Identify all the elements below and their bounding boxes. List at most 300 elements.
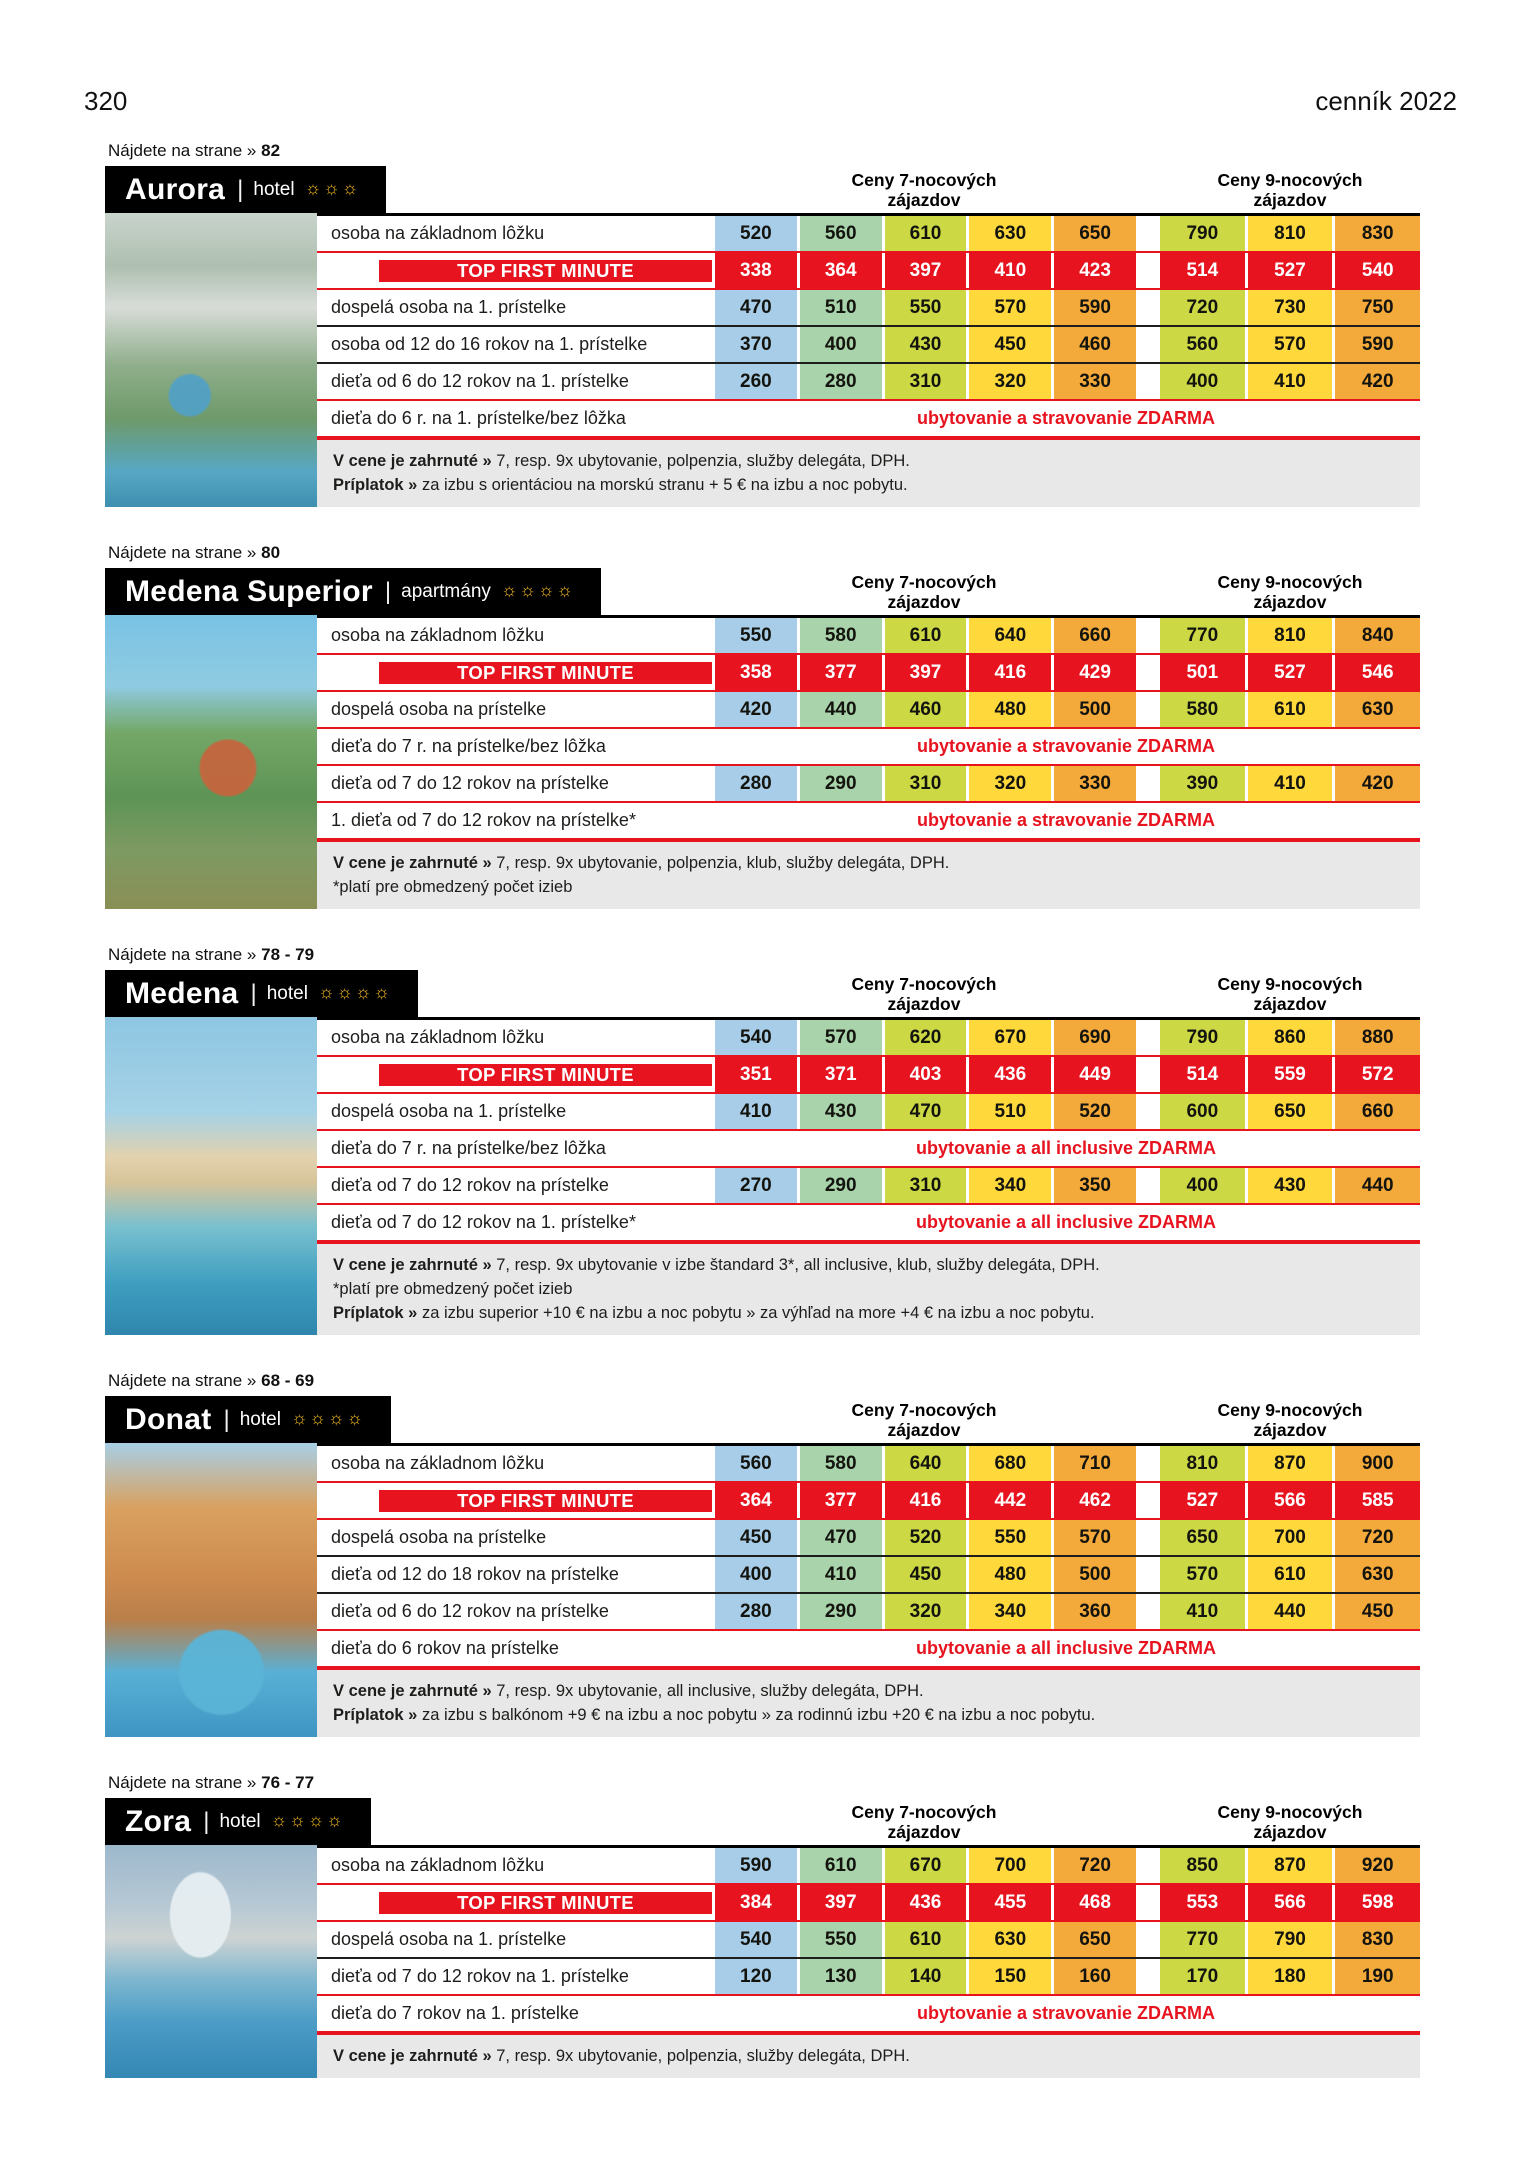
price-cell: 400 bbox=[1160, 364, 1245, 399]
find-on-page-number: 68 - 69 bbox=[261, 1371, 315, 1390]
hotel-price-block bbox=[105, 1371, 1420, 1737]
hotel-category: hotel bbox=[266, 982, 308, 1004]
price-cell: 610 bbox=[797, 1848, 882, 1883]
top-first-minute-label-area bbox=[317, 655, 712, 690]
price-cell: 480 bbox=[966, 1557, 1051, 1592]
price-cell: 610 bbox=[882, 618, 967, 653]
column-group-gap bbox=[1136, 1557, 1160, 1592]
price-cell: 450 bbox=[712, 1520, 797, 1555]
included-in-price-footer bbox=[317, 2035, 1420, 2078]
price-cell: 480 bbox=[966, 692, 1051, 727]
price-cell: 290 bbox=[797, 1168, 882, 1203]
sun-icons: ☼☼☼☼ bbox=[290, 1407, 365, 1428]
included-in-price-footer bbox=[317, 440, 1420, 507]
price-cell: 430 bbox=[882, 327, 967, 362]
row-label: dospelá osoba na 1. prístelke bbox=[331, 1101, 567, 1121]
price-cell: 280 bbox=[797, 364, 882, 399]
price-row bbox=[317, 1168, 1420, 1203]
row-label: dospelá osoba na 1. prístelke bbox=[331, 297, 567, 317]
price-cells-7-nights bbox=[712, 1483, 1136, 1518]
price-cells-7-nights bbox=[712, 1020, 1136, 1055]
price-cell: 410 bbox=[797, 1557, 882, 1592]
price-cells-7-nights bbox=[712, 1168, 1136, 1203]
row-label: dieťa od 6 do 12 rokov na 1. prístelke bbox=[331, 371, 629, 391]
footer-line bbox=[333, 1703, 1404, 1727]
column-group-gap bbox=[1136, 1885, 1160, 1920]
row-label: osoba na základnom lôžku bbox=[331, 1027, 545, 1047]
price-cell: 520 bbox=[882, 1520, 967, 1555]
find-on-page-label: Nájdete na strane » bbox=[108, 1773, 262, 1792]
price-header-9-nights bbox=[1160, 1400, 1420, 1440]
find-on-page-label: Nájdete na strane » bbox=[108, 543, 262, 562]
price-cell: 340 bbox=[966, 1594, 1051, 1629]
price-cell: 423 bbox=[1051, 253, 1136, 288]
hotel-category: apartmány bbox=[401, 580, 491, 602]
price-row bbox=[317, 618, 1420, 653]
price-row bbox=[317, 655, 1420, 690]
row-label: dospelá osoba na 1. prístelke bbox=[331, 1929, 567, 1949]
price-cell: 790 bbox=[1160, 216, 1245, 251]
price-cell: 450 bbox=[882, 1557, 967, 1592]
price-cell: 320 bbox=[966, 766, 1051, 801]
price-cell: 570 bbox=[966, 290, 1051, 325]
footer-line-bold-label: V cene je zahrnuté » bbox=[333, 1682, 497, 1700]
price-cell: 566 bbox=[1245, 1885, 1333, 1920]
price-cells-9-nights bbox=[1160, 1922, 1420, 1957]
sun-icons: ☼☼☼☼ bbox=[500, 579, 575, 600]
price-header-9-line2: zájazdov bbox=[1253, 1420, 1327, 1440]
price-cell: 770 bbox=[1160, 618, 1245, 653]
column-group-gap bbox=[1136, 1848, 1160, 1883]
price-cell: 416 bbox=[882, 1483, 967, 1518]
price-cell: 700 bbox=[1245, 1520, 1333, 1555]
price-cell: 580 bbox=[797, 1446, 882, 1481]
price-cell: 377 bbox=[797, 1483, 882, 1518]
block-header-row bbox=[105, 568, 1420, 615]
price-cell: 270 bbox=[712, 1168, 797, 1203]
price-cell: 410 bbox=[1160, 1594, 1245, 1629]
name-separator: | bbox=[223, 1405, 230, 1433]
price-header-7-line1: Ceny 7-nocových bbox=[851, 572, 997, 592]
row-label: dieťa do 7 r. na prístelke/bez lôžka bbox=[331, 736, 606, 756]
price-cell: 397 bbox=[882, 253, 967, 288]
price-cell: 527 bbox=[1245, 253, 1333, 288]
price-cell: 572 bbox=[1332, 1057, 1420, 1092]
hotel-name-bar bbox=[105, 568, 601, 615]
find-on-page-line bbox=[108, 1773, 1420, 1793]
footer-line bbox=[333, 875, 1404, 899]
price-header-9-line1: Ceny 9-nocových bbox=[1217, 170, 1363, 190]
price-cell: 384 bbox=[712, 1885, 797, 1920]
price-cells-9-nights bbox=[1160, 1959, 1420, 1994]
price-cell: 560 bbox=[1160, 327, 1245, 362]
footer-line bbox=[333, 851, 1404, 875]
price-cell: 566 bbox=[1245, 1483, 1333, 1518]
price-cell: 510 bbox=[797, 290, 882, 325]
price-cell: 468 bbox=[1051, 1885, 1136, 1920]
price-cell: 420 bbox=[712, 692, 797, 727]
price-cells-9-nights bbox=[1160, 327, 1420, 362]
row-label: dieťa do 7 r. na prístelke/bez lôžka bbox=[331, 1138, 606, 1158]
price-cell: 470 bbox=[712, 290, 797, 325]
price-cell: 720 bbox=[1332, 1520, 1420, 1555]
free-accommodation-text: ubytovanie a all inclusive ZDARMA bbox=[915, 1638, 1217, 1658]
price-cell: 280 bbox=[712, 766, 797, 801]
block-header-row bbox=[105, 1798, 1420, 1845]
price-cell: 770 bbox=[1160, 1922, 1245, 1957]
find-on-page-number: 80 bbox=[261, 543, 281, 562]
price-header-7-line2: zájazdov bbox=[887, 592, 961, 612]
price-cell: 527 bbox=[1160, 1483, 1245, 1518]
price-cell: 720 bbox=[1051, 1848, 1136, 1883]
price-row bbox=[317, 1885, 1420, 1920]
hotel-name-bar bbox=[105, 166, 386, 213]
block-header-row bbox=[105, 166, 1420, 213]
price-cells-9-nights bbox=[1160, 290, 1420, 325]
price-cell: 150 bbox=[966, 1959, 1051, 1994]
price-cell: 390 bbox=[1160, 766, 1245, 801]
price-cell: 449 bbox=[1051, 1057, 1136, 1092]
price-cells-7-nights bbox=[712, 1848, 1136, 1883]
free-accommodation-text: ubytovanie a all inclusive ZDARMA bbox=[915, 1212, 1217, 1232]
top-first-minute-label: TOP FIRST MINUTE bbox=[379, 1064, 712, 1086]
price-row bbox=[317, 327, 1420, 362]
sun-icons: ☼☼☼ bbox=[304, 177, 361, 198]
row-label: dieťa do 7 rokov na 1. prístelke bbox=[331, 2003, 579, 2023]
price-cell: 810 bbox=[1160, 1446, 1245, 1481]
price-row bbox=[317, 401, 1420, 436]
name-separator: | bbox=[384, 577, 392, 605]
hotel-photo bbox=[105, 1017, 317, 1335]
price-table bbox=[317, 1845, 1420, 2078]
price-cell: 350 bbox=[1051, 1168, 1136, 1203]
row-label: dieťa od 7 do 12 rokov na prístelke bbox=[331, 773, 609, 793]
price-header-9-nights bbox=[1160, 170, 1420, 210]
price-cell: 610 bbox=[882, 216, 967, 251]
price-table bbox=[317, 1017, 1420, 1335]
column-group-gap bbox=[1136, 1483, 1160, 1518]
column-group-gap bbox=[1136, 1057, 1160, 1092]
price-cell: 180 bbox=[1245, 1959, 1333, 1994]
price-cell: 290 bbox=[797, 1594, 882, 1629]
column-group-gap bbox=[1136, 1020, 1160, 1055]
price-row bbox=[317, 1557, 1420, 1592]
price-cells-7-nights bbox=[712, 1885, 1136, 1920]
price-cell: 559 bbox=[1245, 1057, 1333, 1092]
price-cells-9-nights bbox=[1160, 216, 1420, 251]
hotel-category: hotel bbox=[239, 1408, 281, 1430]
price-cell: 630 bbox=[1332, 692, 1420, 727]
price-cells-7-nights bbox=[712, 1557, 1136, 1592]
price-cell: 450 bbox=[1332, 1594, 1420, 1629]
price-cell: 510 bbox=[966, 1094, 1051, 1129]
free-accommodation-text: ubytovanie a stravovanie ZDARMA bbox=[916, 2003, 1216, 2023]
price-cell: 330 bbox=[1051, 766, 1136, 801]
top-first-minute-label: TOP FIRST MINUTE bbox=[379, 1892, 712, 1914]
name-separator: | bbox=[203, 1807, 210, 1835]
price-header-7-line1: Ceny 7-nocových bbox=[851, 1802, 997, 1822]
price-cell: 280 bbox=[712, 1594, 797, 1629]
price-cells-7-nights bbox=[712, 1094, 1136, 1129]
price-header-9-line1: Ceny 9-nocových bbox=[1217, 974, 1363, 994]
hotel-price-block bbox=[105, 945, 1420, 1335]
price-cell: 500 bbox=[1051, 1557, 1136, 1592]
price-header-9-line2: zájazdov bbox=[1253, 994, 1327, 1014]
price-cells-9-nights bbox=[1160, 766, 1420, 801]
price-header-9-nights bbox=[1160, 974, 1420, 1014]
column-group-gap bbox=[1136, 253, 1160, 288]
price-cell: 630 bbox=[966, 216, 1051, 251]
price-row bbox=[317, 1520, 1420, 1555]
column-group-gap bbox=[1136, 692, 1160, 727]
footer-line-bold-label: V cene je zahrnuté » bbox=[333, 452, 497, 470]
block-body bbox=[105, 1443, 1420, 1737]
price-cell: 620 bbox=[882, 1020, 967, 1055]
footer-line bbox=[333, 1277, 1404, 1301]
find-on-page-number: 78 - 79 bbox=[261, 945, 315, 964]
footer-line-text: 7, resp. 9x ubytovanie, polpenzia, klub, služby delegáta, DPH. bbox=[496, 854, 950, 872]
footer-line-text: 7, resp. 9x ubytovanie, all inclusive, služby delegáta, DPH. bbox=[496, 1682, 924, 1700]
find-on-page-label: Nájdete na strane » bbox=[108, 141, 262, 160]
price-cell: 550 bbox=[966, 1520, 1051, 1555]
price-cells-7-nights bbox=[712, 766, 1136, 801]
price-table bbox=[317, 213, 1420, 507]
row-label: dieťa do 6 r. na 1. prístelke/bez lôžka bbox=[331, 408, 626, 428]
price-cell: 670 bbox=[966, 1020, 1051, 1055]
price-cell: 630 bbox=[966, 1922, 1051, 1957]
price-cell: 364 bbox=[712, 1483, 797, 1518]
price-header-7-line1: Ceny 7-nocových bbox=[851, 170, 997, 190]
price-cell: 830 bbox=[1332, 1922, 1420, 1957]
price-cell: 436 bbox=[966, 1057, 1051, 1092]
row-label: dieťa od 7 do 12 rokov na 1. prístelke* bbox=[331, 1212, 636, 1232]
price-cell: 610 bbox=[1245, 692, 1333, 727]
price-row bbox=[317, 1631, 1420, 1666]
price-cell: 470 bbox=[797, 1520, 882, 1555]
price-cell: 120 bbox=[712, 1959, 797, 1994]
block-body bbox=[105, 1017, 1420, 1335]
price-cells-9-nights bbox=[1160, 618, 1420, 653]
row-label: dieťa od 7 do 12 rokov na 1. prístelke bbox=[331, 1966, 629, 1986]
price-cell: 130 bbox=[797, 1959, 882, 1994]
price-cell: 455 bbox=[966, 1885, 1051, 1920]
top-first-minute-label: TOP FIRST MINUTE bbox=[379, 260, 712, 282]
price-cell: 690 bbox=[1051, 1020, 1136, 1055]
price-cell: 430 bbox=[797, 1094, 882, 1129]
price-cells-9-nights bbox=[1160, 1446, 1420, 1481]
column-group-gap bbox=[1136, 655, 1160, 690]
hotel-category: hotel bbox=[219, 1810, 261, 1832]
hotel-blocks bbox=[105, 141, 1420, 2078]
price-row bbox=[317, 1020, 1420, 1055]
price-cell: 540 bbox=[1332, 253, 1420, 288]
footer-line-text: *platí pre obmedzený počet izieb bbox=[333, 1280, 573, 1298]
price-cell: 310 bbox=[882, 364, 967, 399]
price-header-7-nights bbox=[712, 170, 1136, 210]
price-cell: 680 bbox=[966, 1446, 1051, 1481]
row-label: dospelá osoba na prístelke bbox=[331, 1527, 547, 1547]
price-row bbox=[317, 253, 1420, 288]
included-in-price-footer bbox=[317, 842, 1420, 909]
price-cell: 598 bbox=[1332, 1885, 1420, 1920]
name-separator: | bbox=[237, 175, 244, 203]
price-cells-7-nights bbox=[712, 290, 1136, 325]
price-cell: 400 bbox=[712, 1557, 797, 1592]
row-label: osoba od 12 do 16 rokov na 1. prístelke bbox=[331, 334, 648, 354]
price-header-7-nights bbox=[712, 974, 1136, 1014]
price-row bbox=[317, 692, 1420, 727]
price-cell: 650 bbox=[1051, 216, 1136, 251]
price-cell: 160 bbox=[1051, 1959, 1136, 1994]
price-cells-7-nights bbox=[712, 1922, 1136, 1957]
price-cell: 810 bbox=[1245, 618, 1333, 653]
price-cell: 320 bbox=[966, 364, 1051, 399]
price-cell: 670 bbox=[882, 1848, 967, 1883]
column-group-gap bbox=[1136, 327, 1160, 362]
price-cell: 650 bbox=[1245, 1094, 1333, 1129]
price-row bbox=[317, 216, 1420, 251]
price-header-7-line2: zájazdov bbox=[887, 1420, 961, 1440]
footer-line-text: za izbu superior +10 € na izbu a noc pobytu » za výhľad na more +4 € na izbu a noc pobytu. bbox=[421, 1304, 1095, 1322]
price-header-7-nights bbox=[712, 1802, 1136, 1842]
price-cell: 920 bbox=[1332, 1848, 1420, 1883]
price-cells-9-nights bbox=[1160, 364, 1420, 399]
price-cell: 810 bbox=[1245, 216, 1333, 251]
price-cell: 501 bbox=[1160, 655, 1245, 690]
price-header-7-nights bbox=[712, 572, 1136, 612]
price-cell: 420 bbox=[1332, 364, 1420, 399]
hotel-name: Zora bbox=[125, 1804, 192, 1838]
price-cell: 364 bbox=[797, 253, 882, 288]
price-cell: 397 bbox=[797, 1885, 882, 1920]
hotel-name-bar bbox=[105, 970, 418, 1017]
price-cell: 550 bbox=[712, 618, 797, 653]
price-cell: 540 bbox=[712, 1020, 797, 1055]
footer-line-text: za izbu s balkónom +9 € na izbu a noc pobytu » za rodinnú izbu +20 € na izbu a noc pobytu. bbox=[421, 1706, 1096, 1724]
price-header-7-line1: Ceny 7-nocových bbox=[851, 1400, 997, 1420]
row-label: dieťa od 12 do 18 rokov na prístelke bbox=[331, 1564, 619, 1584]
price-cell: 377 bbox=[797, 655, 882, 690]
column-group-gap bbox=[1136, 1520, 1160, 1555]
price-cells-9-nights bbox=[1160, 1848, 1420, 1883]
price-header-9-line2: zájazdov bbox=[1253, 592, 1327, 612]
price-header-9-nights bbox=[1160, 572, 1420, 612]
footer-line-bold-label: Príplatok » bbox=[333, 1304, 422, 1322]
footer-line-text: 7, resp. 9x ubytovanie, polpenzia, služby delegáta, DPH. bbox=[496, 452, 910, 470]
price-cell: 750 bbox=[1332, 290, 1420, 325]
hotel-name-bar bbox=[105, 1798, 371, 1845]
price-cell: 570 bbox=[797, 1020, 882, 1055]
price-cells-9-nights bbox=[1160, 1557, 1420, 1592]
price-row bbox=[317, 1446, 1420, 1481]
column-group-gap bbox=[1136, 290, 1160, 325]
price-cell: 660 bbox=[1051, 618, 1136, 653]
price-cell: 450 bbox=[966, 327, 1051, 362]
price-cell: 640 bbox=[966, 618, 1051, 653]
price-cell: 440 bbox=[1245, 1594, 1333, 1629]
price-cell: 340 bbox=[966, 1168, 1051, 1203]
price-cell: 358 bbox=[712, 655, 797, 690]
price-cell: 514 bbox=[1160, 1057, 1245, 1092]
column-group-gap bbox=[1136, 364, 1160, 399]
price-cell: 790 bbox=[1160, 1020, 1245, 1055]
price-cells-7-nights bbox=[712, 327, 1136, 362]
price-row bbox=[317, 1131, 1420, 1166]
find-on-page-label: Nájdete na strane » bbox=[108, 945, 262, 964]
price-cell: 190 bbox=[1332, 1959, 1420, 1994]
price-cell: 410 bbox=[966, 253, 1051, 288]
price-cell: 570 bbox=[1051, 1520, 1136, 1555]
price-header-9-line2: zájazdov bbox=[1253, 1822, 1327, 1842]
column-group-gap bbox=[1136, 618, 1160, 653]
row-label: 1. dieťa od 7 do 12 rokov na prístelke* bbox=[331, 810, 636, 830]
price-cell: 520 bbox=[1051, 1094, 1136, 1129]
price-cell: 429 bbox=[1051, 655, 1136, 690]
price-cells-9-nights bbox=[1160, 1483, 1420, 1518]
top-first-minute-label-area bbox=[317, 253, 712, 288]
price-cells-9-nights bbox=[1160, 1057, 1420, 1092]
column-group-gap bbox=[1136, 1594, 1160, 1629]
row-label: dieťa od 7 do 12 rokov na prístelke bbox=[331, 1175, 609, 1195]
price-cell: 338 bbox=[712, 253, 797, 288]
footer-line bbox=[333, 449, 1404, 473]
row-label: dieťa od 6 do 12 rokov na prístelke bbox=[331, 1601, 609, 1621]
row-label: osoba na základnom lôžku bbox=[331, 1453, 545, 1473]
page-number: 320 bbox=[84, 86, 128, 116]
column-group-gap bbox=[1136, 1922, 1160, 1957]
price-cells-9-nights bbox=[1160, 1020, 1420, 1055]
price-row bbox=[317, 766, 1420, 801]
price-cell: 640 bbox=[882, 1446, 967, 1481]
price-cell: 360 bbox=[1051, 1594, 1136, 1629]
free-accommodation-text: ubytovanie a stravovanie ZDARMA bbox=[916, 408, 1216, 428]
price-row bbox=[317, 1205, 1420, 1240]
included-in-price-footer bbox=[317, 1244, 1420, 1335]
price-cell: 730 bbox=[1245, 290, 1333, 325]
price-cell: 371 bbox=[797, 1057, 882, 1092]
price-cell: 560 bbox=[797, 216, 882, 251]
footer-line bbox=[333, 1253, 1404, 1277]
price-row bbox=[317, 1848, 1420, 1883]
price-cell: 840 bbox=[1332, 618, 1420, 653]
price-cells-7-nights bbox=[712, 1594, 1136, 1629]
price-row bbox=[317, 803, 1420, 838]
price-cell: 320 bbox=[882, 1594, 967, 1629]
price-cell: 870 bbox=[1245, 1848, 1333, 1883]
top-first-minute-label-area bbox=[317, 1483, 712, 1518]
top-first-minute-label: TOP FIRST MINUTE bbox=[379, 662, 712, 684]
price-header-9-line2: zájazdov bbox=[1253, 190, 1327, 210]
hotel-photo bbox=[105, 1845, 317, 2078]
price-cell: 397 bbox=[882, 655, 967, 690]
price-cell: 570 bbox=[1160, 1557, 1245, 1592]
row-label: osoba na základnom lôžku bbox=[331, 223, 545, 243]
footer-line-text: za izbu s orientáciou na morskú stranu + 5 € na izbu a noc pobytu. bbox=[421, 476, 908, 494]
free-accommodation-text: ubytovanie a stravovanie ZDARMA bbox=[916, 736, 1216, 756]
price-cell: 590 bbox=[1332, 327, 1420, 362]
price-row bbox=[317, 1057, 1420, 1092]
price-cell: 585 bbox=[1332, 1483, 1420, 1518]
footer-line bbox=[333, 473, 1404, 497]
price-table bbox=[317, 615, 1420, 909]
block-body bbox=[105, 615, 1420, 909]
hotel-name: Aurora bbox=[125, 172, 226, 206]
footer-line-bold-label: V cene je zahrnuté » bbox=[333, 1256, 497, 1274]
price-cell: 550 bbox=[797, 1922, 882, 1957]
price-cell: 850 bbox=[1160, 1848, 1245, 1883]
price-cell: 790 bbox=[1245, 1922, 1333, 1957]
price-cell: 500 bbox=[1051, 692, 1136, 727]
